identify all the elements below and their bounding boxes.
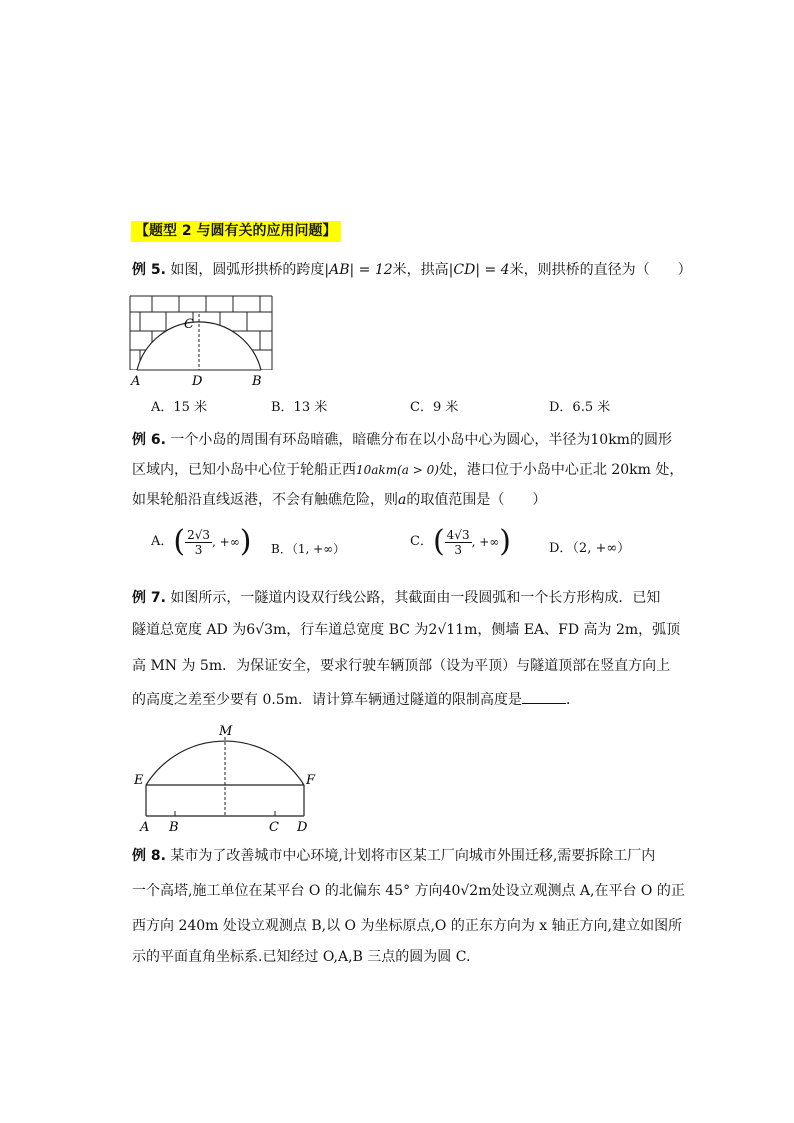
option-c-tail: , +∞ xyxy=(471,535,500,549)
example-7-line-2 xyxy=(132,620,680,640)
example-6-option-a: A．( $\frac{2√3}{3}$ , +∞) xyxy=(151,524,252,559)
example-8-line-2 xyxy=(132,881,685,901)
label-b: B xyxy=(169,820,179,835)
answer-blank[interactable] xyxy=(522,691,566,704)
example-7-label: 例 7. xyxy=(132,590,166,606)
example-6-variable: a xyxy=(398,492,407,508)
label-c: C xyxy=(184,317,194,332)
example-6-option-b: B．（1, +∞） xyxy=(271,542,346,556)
example-8-text-1: 某市为了改善城市中心环境,计划将市区某工厂向城市外围迁移,需要拆除工厂内 xyxy=(170,848,656,864)
example-7-text-2c: m，侧墙 EA、FD 高为 2m，弧顶 xyxy=(464,622,681,638)
label-d: D xyxy=(297,820,308,835)
example-5-option-a: A．15 米 xyxy=(151,400,208,415)
example-6-line-2 xyxy=(132,460,683,480)
example-7-width-bc: 2√11 xyxy=(428,622,465,638)
label-e: E xyxy=(134,773,144,788)
example-5-option-c: C．9 米 xyxy=(410,400,459,415)
label-m: M xyxy=(219,724,233,739)
label-f: F xyxy=(306,773,316,788)
example-6-option-d: D．（2, +∞） xyxy=(549,541,631,556)
example-6-line-3 xyxy=(132,490,546,510)
option-c-numerator: 4√3 xyxy=(446,527,470,542)
tunnel-figure xyxy=(132,720,322,836)
example-8-line-4: 示的平面直角坐标系.已知经过 O,A,B 三点的圆为圆 C. xyxy=(132,949,471,965)
example-5-text-b: 米，拱高 xyxy=(392,262,449,278)
example-7-text-4: 的高度之差至少要有 0.5m．请计算车辆通过隧道的限制高度是 xyxy=(132,692,522,708)
example-5-option-d: D．6.5 米 xyxy=(549,400,611,415)
example-8-label: 例 8. xyxy=(132,848,166,864)
example-6-option-c: C．( $\frac{4√3}{3}$ , +∞) xyxy=(410,524,511,559)
example-6-text-2b: 处，港口位于小岛中心正北 20km 处， xyxy=(438,462,684,478)
example-5-height: |CD| = 4 xyxy=(448,262,510,278)
option-a-denominator: 3 xyxy=(194,542,203,557)
example-7-width-ad: 6√3 xyxy=(246,622,273,638)
example-5-text-a: 如图，圆弧形拱桥的跨度 xyxy=(170,262,325,278)
label-d: D xyxy=(192,374,203,389)
example-6-text-1: 一个小岛的周围有环岛暗礁，暗礁分布在以小岛中心为圆心，半径为10km的圆形 xyxy=(170,432,672,448)
example-7-line-3: 高 MN 为 5m．为保证安全，要求行驶车辆顶部（设为平顶）与隧道顶部在竖直方向上 xyxy=(132,658,671,674)
example-5-option-b: B．13 米 xyxy=(271,400,328,415)
example-8-line-3: 西方向 240m 处设立观测点 B,以 O 为坐标原点,O 的正东方向为 x 轴正方向,建立如图所 xyxy=(132,918,683,934)
arch-bridge-figure xyxy=(126,292,276,392)
option-c-label: C． xyxy=(410,534,433,549)
option-a-tail: , +∞ xyxy=(212,535,240,549)
option-a-label: A． xyxy=(151,534,174,549)
label-a: A xyxy=(140,820,150,835)
example-6-line-1 xyxy=(132,430,672,450)
example-6-text-3b: 的取值范围是（ ） xyxy=(406,492,547,508)
example-7-period: ． xyxy=(566,692,580,708)
example-5-question xyxy=(132,260,692,280)
example-7-line-4 xyxy=(132,690,580,710)
section-heading: 【题型 2 与圆有关的应用问题】 xyxy=(131,221,341,242)
example-6-text-2a: 区域内，已知小岛中心位于轮船正西 xyxy=(132,462,356,478)
example-5-label: 例 5. xyxy=(132,262,166,278)
example-6-distance-expr: 10akm(a > 0) xyxy=(356,463,439,477)
example-8-distance: 40√2m xyxy=(442,883,492,899)
example-5-span: |AB| = 12 xyxy=(324,262,393,278)
example-7-text-2a: 隧道总宽度 AD 为 xyxy=(132,622,247,638)
brick-wall xyxy=(130,296,272,370)
example-7-line-1 xyxy=(132,588,660,608)
label-b: B xyxy=(252,374,262,389)
label-a: A xyxy=(131,374,141,389)
option-c-denominator: 3 xyxy=(454,542,462,557)
example-8-text-2b: 处设立观测点 A,在平台 O 的正 xyxy=(491,883,685,899)
example-6-text-3a: 如果轮船沿直线返港，不会有触礁危险，则 xyxy=(132,492,398,508)
option-a-numerator: 2√3 xyxy=(187,527,211,542)
example-8-text-2a: 一个高塔,施工单位在某平台 O 的北偏东 45° 方向 xyxy=(132,883,443,899)
example-7-text-1: 如图所示，一隧道内设双行线公路，其截面由一段圆弧和一个长方形构成．已知 xyxy=(170,590,661,606)
example-7-text-2b: m，行车道总宽度 BC 为 xyxy=(273,622,429,638)
example-8-line-1 xyxy=(132,846,655,866)
example-6-label: 例 6. xyxy=(132,432,166,448)
example-5-text-c: 米，则拱桥的直径为（ ） xyxy=(509,262,692,278)
label-c: C xyxy=(269,820,279,835)
